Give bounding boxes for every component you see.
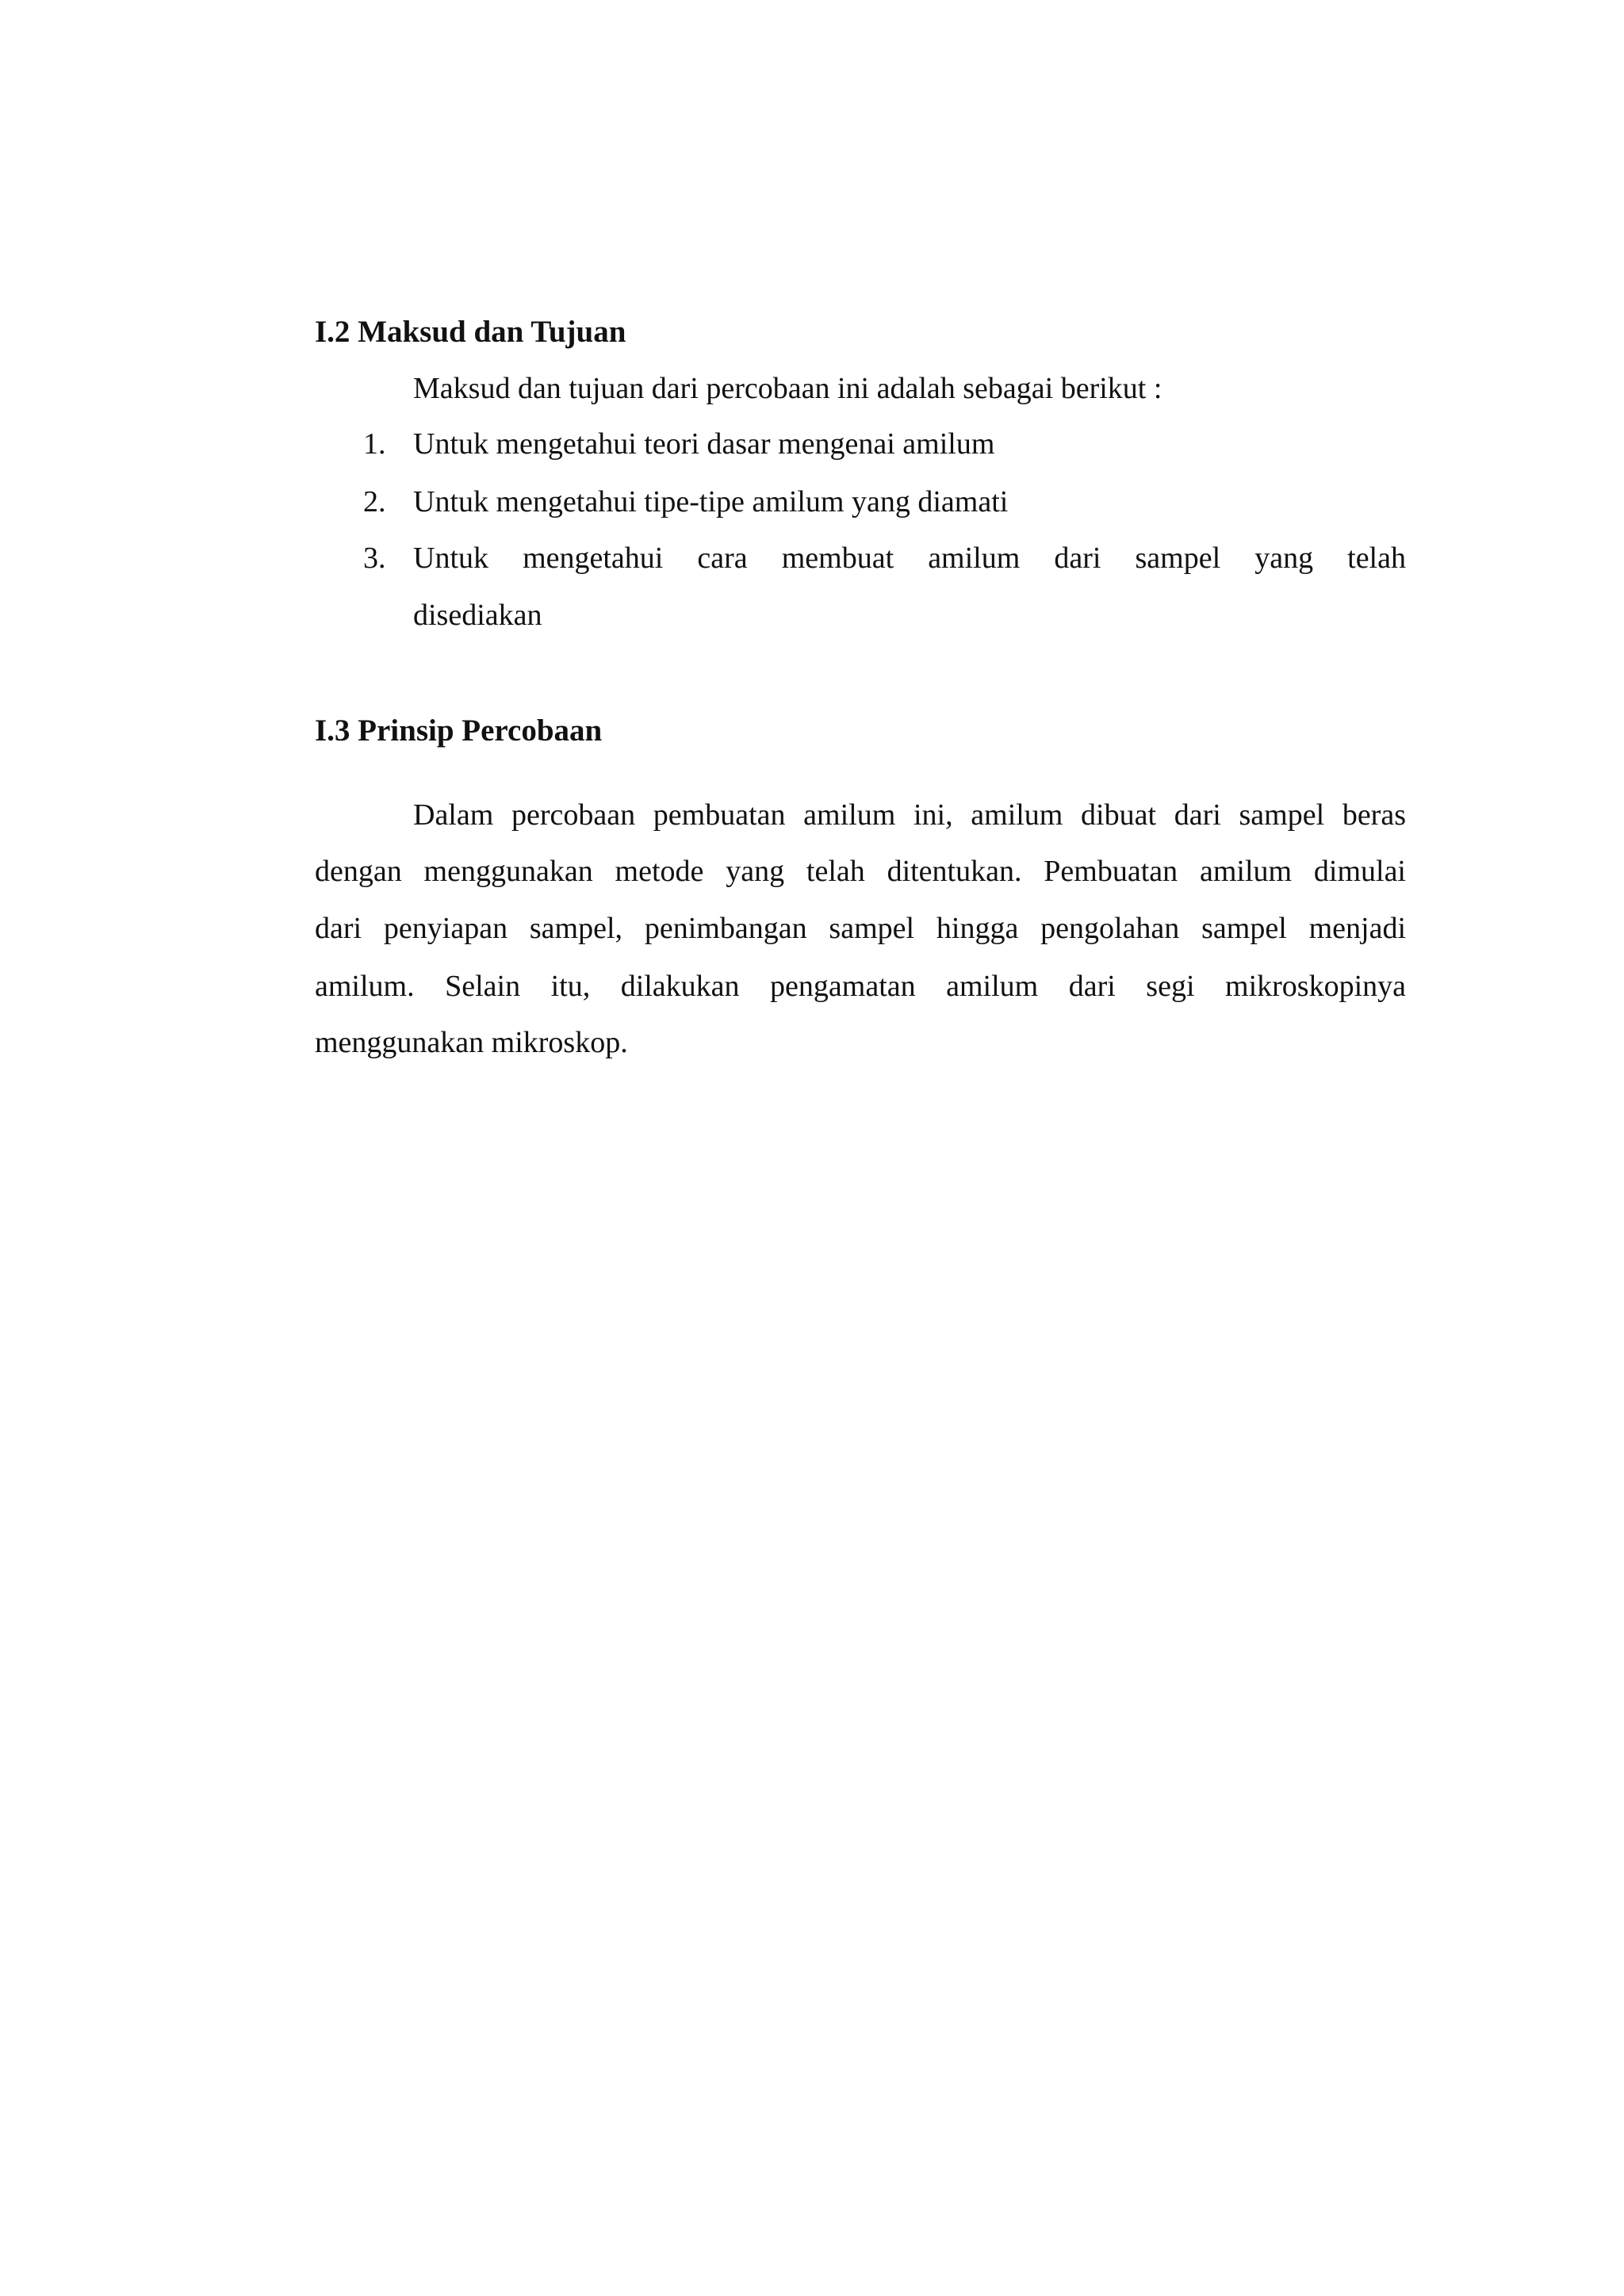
list-text: Untuk mengetahui cara membuat amilum dari sampel yang telah [413, 541, 1406, 575]
list-text: disediakan [413, 599, 542, 632]
list-text: Untuk mengetahui teori dasar mengenai amilum [413, 427, 995, 461]
paragraph-line: dari penyiapan sampel, penimbangan sampel hingga pengolahan sampel menjadi [315, 912, 1406, 945]
intro-text: Maksud dan tujuan dari percobaan ini adalah sebagai berikut : [413, 372, 1162, 405]
list-text: Untuk mengetahui tipe-tipe amilum yang diamati [413, 485, 1009, 519]
list-number: 1. [363, 427, 386, 461]
section-heading: I.2 Maksud dan Tujuan [315, 315, 626, 349]
paragraph-line: menggunakan mikroskop. [315, 1026, 628, 1059]
section-heading: I.3 Prinsip Percobaan [315, 714, 603, 748]
list-number: 2. [363, 485, 386, 519]
list-number: 3. [363, 541, 386, 575]
paragraph-line: dengan menggunakan metode yang telah ditentukan. Pembuatan amilum dimulai [315, 855, 1406, 888]
paragraph-line: Dalam percobaan pembuatan amilum ini, amilum dibuat dari sampel beras [413, 798, 1406, 832]
paragraph-line: amilum. Selain itu, dilakukan pengamatan amilum dari segi mikroskopinya [315, 970, 1406, 1003]
